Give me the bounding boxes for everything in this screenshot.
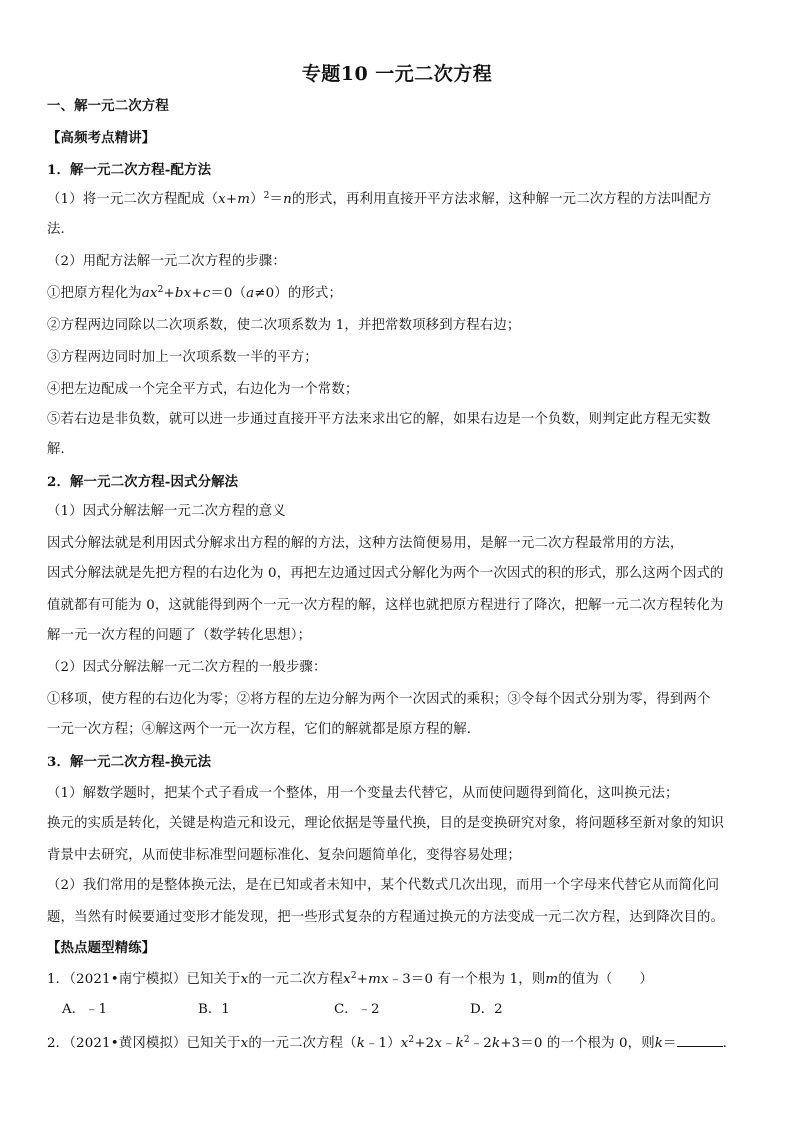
gaopin-header: 【高频考点精讲】 [47,130,156,146]
var: m [545,972,559,987]
page-title: 专题10 一元二次方程 [301,63,493,85]
topic1-step3: ③方程两边同时加上一次项系数一半的平方； [47,350,318,365]
section-heading: 一、解一元二次方程 [47,98,169,114]
topic1-step4: ④把左边配成一个完全平方式，右边化为一个常数； [47,382,359,397]
topic1-paragraph1 [47,190,759,210]
question-1-options [62,1000,762,1020]
text: ） [250,192,264,207]
var: x [240,1036,249,1051]
topic2-text-line: 值就都有可能为 0，这就能得到两个一元一次方程的解，这样也就把原方程进行了降次，把解一元二次方程转化为 [47,598,724,613]
topic2-text-line: 一元一次方程；④解这两个一元一次方程，它们的解就都是原方程的解． [47,722,481,737]
text: ＝0（ [210,286,247,301]
topic2-paragraph2: （2）因式分解法解一元二次方程的一般步骤： [47,660,327,675]
text: ≠0）的形式； [254,286,343,301]
superscript: 2 [408,1035,415,1045]
topic1-heading: 1．解一元二次方程-配方法 [47,162,212,178]
var: x [400,1036,409,1051]
superscript: 2 [463,1035,470,1045]
text: （1）将一元二次方程配成（ [47,192,219,207]
text: 的一元二次方程 [248,972,344,987]
var: x [434,1036,443,1051]
redian-header: 【热点题型精练】 [47,940,156,956]
topic1-step1 [47,284,759,304]
text: 2．（2021•黄冈模拟）已知关于 [47,1036,241,1051]
topic2-text-line: ①移项，使方程的右边化为零；②将方程的左边分解为两个一次因式的乘积；③令每个因式分别为零，得到两个 [47,692,711,707]
option-d[interactable]: D．2 [470,1002,503,1017]
topic2-paragraph1: （1）因式分解法解一元二次方程的意义 [47,504,286,519]
topic2-text-line: 解一元一次方程的问题了（数学转化思想）； [47,628,312,643]
text: +3＝0 的一个根为 0，则 [500,1036,655,1051]
var: k [455,1036,464,1051]
var: k [654,1036,664,1051]
topic1-paragraph1-cont: 法． [47,222,75,237]
text: ﹣2 [469,1036,492,1051]
text: ﹣ [442,1036,456,1051]
superscript: 2 [263,191,270,201]
topic3-text-line: 换元的实质是转化，关键是构造元和设元，理论依据是等量代换，目的是变换研究对象，将问题移至新对象的知识 [47,816,725,831]
answer-blank[interactable] [677,1032,723,1047]
superscript: 2 [350,971,357,981]
var: k [356,1036,365,1051]
question-2 [47,1032,759,1054]
text: 的值为（ ） [558,972,654,987]
topic3-text-line: 背景中去研究，从而使非标准型问题标准化、复杂问题简单化，变得容易处理； [47,848,521,863]
text: ﹣1） [364,1036,401,1051]
text: 的形式，再利用直接开平方法求解，这种解一元二次方程的方法叫配方 [291,192,712,207]
var: x [240,972,249,987]
text: 的一元二次方程（ [248,1036,357,1051]
topic1-step2: ②方程两边同除以二次项系数，使二次项系数为 1，并把常数项移到方程右边； [47,318,521,333]
topic2-text-line: 因式分解法就是利用因式分解求出方程的解的方法，这种方法简便易用，是解一元二次方程最常用的方法， [47,536,684,551]
text: + [356,972,369,987]
superscript: 2 [157,285,164,295]
option-a[interactable]: A．﹣1 [62,1002,107,1017]
option-c[interactable]: C．﹣2 [334,1002,380,1017]
topic3-text-line: （1）解数学题时，把某个式子看成一个整体，用一个变量去代替它，从而使问题得到简化，这叫换元法； [47,786,679,801]
expr: x+m [218,192,251,207]
topic2-heading: 2．解一元二次方程-因式分解法 [47,474,239,490]
var: x [343,972,351,987]
question-1 [47,970,759,990]
topic1-step5: ⑤若右边是非负数，就可以进一步通过直接开平方法来求出它的解，如果右边是一个负数，则判定此方程无实数 [47,412,711,427]
text: ＝ [663,1036,677,1051]
expr: +bx+c [163,286,211,301]
topic3-text-line: 题，当然有时候要通过变形才能发现，把一些形式复杂的方程通过换元的方法变成一元二次方程，达到降次目的。 [47,910,725,925]
text: ＝ [269,192,284,207]
text: ①把原方程化为 [47,286,142,301]
text: +2 [414,1036,435,1051]
topic1-paragraph2: （2）用配方法解一元二次方程的步骤： [47,254,286,269]
topic3-heading: 3．解一元二次方程-换元法 [47,754,212,770]
var: mx [368,972,389,987]
topic1-step5-cont: 解． [47,442,75,457]
var: k [491,1036,501,1051]
topic3-text-line: （2）我们常用的是整体换元法，是在已知或者未知中，某个代数式几次出现，而用一个字母来代替它从而简化问 [47,878,720,893]
text: ﹣3＝0 有一个根为 1，则 [388,972,546,987]
text: ． [722,1036,737,1051]
expr: ax [141,286,158,301]
option-b[interactable]: B．1 [198,1002,230,1017]
topic2-text-line: 因式分解法就是先把方程的右边化为 0，再把左边通过因式分解化为两个一次因式的积的形式，那么这两个因式的 [47,566,724,581]
var: n [283,192,292,207]
var: a [246,286,255,301]
text: 1．（2021•南宁模拟）已知关于 [47,972,241,987]
